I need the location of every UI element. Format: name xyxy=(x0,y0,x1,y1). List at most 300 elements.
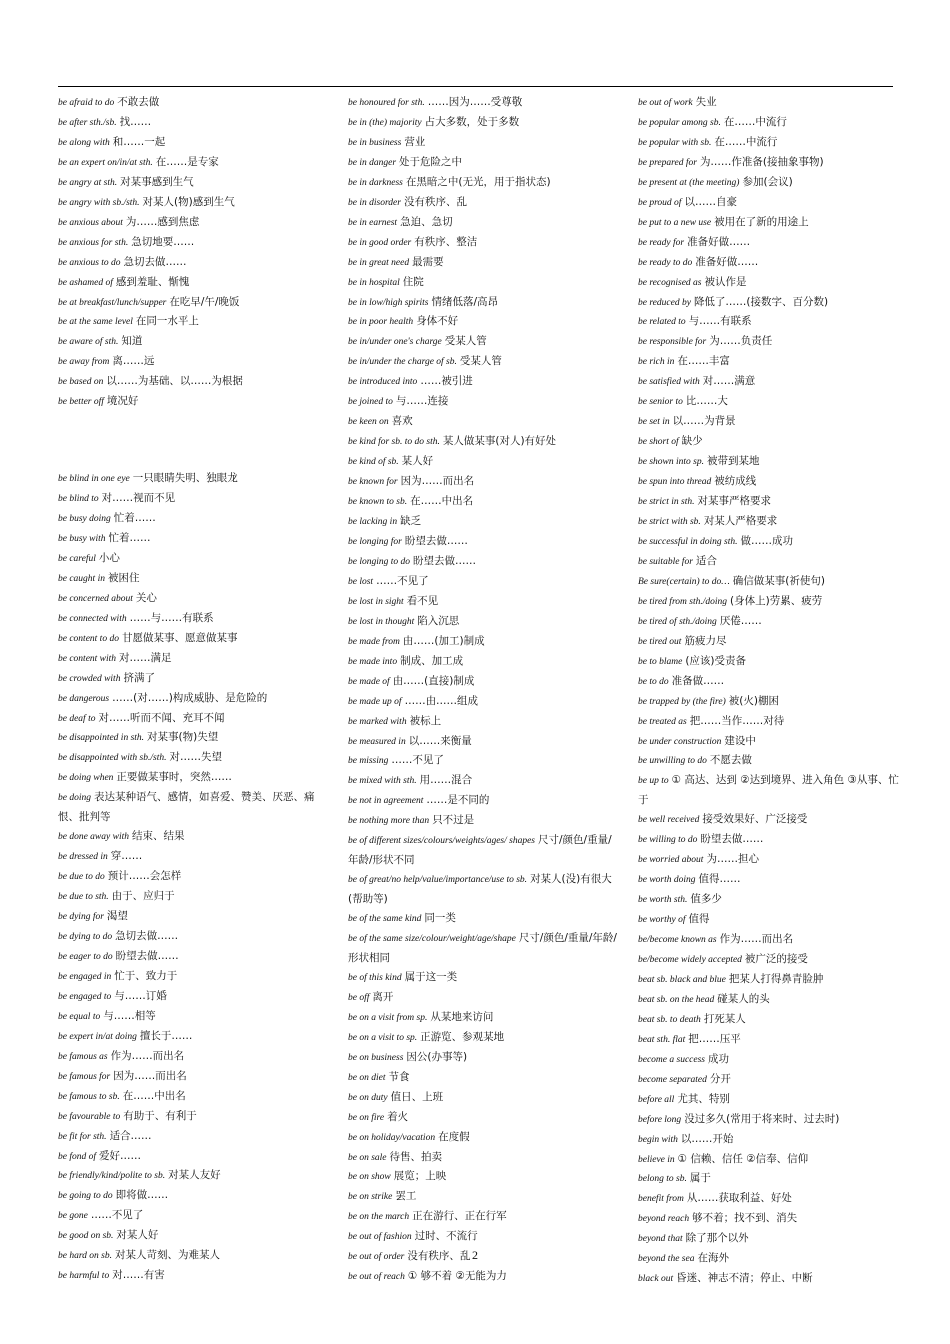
vocab-entry xyxy=(348,273,622,293)
vocab-entry xyxy=(58,273,332,293)
entry-definition: 占大多数，处于多数 xyxy=(424,115,520,128)
entry-term: be on holiday/vacation xyxy=(348,1132,436,1143)
entry-definition: 缺乏 xyxy=(400,515,422,528)
entry-term: Be sure(certain) to do… xyxy=(638,576,730,587)
entry-term: be going to do xyxy=(58,1191,113,1202)
entry-term: be dangerous xyxy=(58,693,110,704)
vocab-entry xyxy=(638,173,900,193)
entry-term: be content to do xyxy=(58,633,119,644)
entry-term: be good on sb. xyxy=(58,1231,114,1242)
entry-definition: 有助于、有利于 xyxy=(123,1109,197,1122)
vocab-entry xyxy=(58,1007,332,1027)
entry-definition: 知道 xyxy=(121,335,143,348)
vocab-entry xyxy=(58,927,332,947)
entry-definition: 降低了……(接数字、百分数) xyxy=(693,295,829,308)
entry-term: be on duty xyxy=(348,1092,388,1103)
vocab-entry xyxy=(348,293,622,313)
entry-term: beat sth. flat xyxy=(638,1034,686,1045)
vocab-entry xyxy=(638,253,900,273)
vocab-entry xyxy=(638,950,900,970)
entry-term: be rich in xyxy=(638,357,675,368)
entry-term: be lost xyxy=(348,576,374,587)
entry-term: be on show xyxy=(348,1172,391,1183)
entry-definition: 盼望去做…… xyxy=(700,833,764,846)
vocab-entry xyxy=(348,1088,622,1108)
entry-definition: 受某人管 xyxy=(444,335,487,348)
entry-term: become separated xyxy=(638,1074,707,1085)
entry-definition: ……不见了 xyxy=(90,1209,144,1222)
entry-term: be in great need xyxy=(348,257,410,268)
entry-term: be short of xyxy=(638,437,679,448)
entry-term: be suitable for xyxy=(638,556,693,567)
entry-definition: 喜欢 xyxy=(391,415,413,428)
vocab-entry xyxy=(348,412,622,432)
entry-definition: 被用在了新的用途上 xyxy=(714,215,809,228)
vocab-entry xyxy=(348,213,622,233)
entry-definition: 境况好 xyxy=(106,395,139,408)
entry-term: be worth sth. xyxy=(638,895,688,906)
vocab-entry xyxy=(58,372,332,392)
vocab-entry xyxy=(638,293,900,313)
vocab-entry xyxy=(348,732,622,752)
vocab-entry xyxy=(348,532,622,552)
entry-term: be on a visit from sp. xyxy=(348,1012,428,1023)
entry-term: be tired of sth./doing xyxy=(638,616,717,627)
vocab-entry xyxy=(348,392,622,412)
entry-term: be measured in xyxy=(348,736,406,747)
vocab-entry xyxy=(58,193,332,213)
entry-term: be off xyxy=(348,992,370,1003)
entry-term: be favourable to xyxy=(58,1111,121,1122)
entry-definition: 昏迷、神志不清；停止、中断 xyxy=(676,1272,813,1285)
entry-definition: 从某地来访问 xyxy=(430,1010,494,1023)
entry-definition: 对某人(物)感到生气 xyxy=(142,195,235,208)
entry-term: be on diet xyxy=(348,1072,386,1083)
entry-definition: 由……(直接)制成 xyxy=(392,674,475,687)
entry-definition: 与……连接 xyxy=(395,395,449,408)
vocab-entry xyxy=(638,1189,900,1209)
vocab-entry xyxy=(348,592,622,612)
entry-term: be famous as xyxy=(58,1051,108,1062)
entry-term: become a success xyxy=(638,1054,706,1065)
entry-term: be successful in doing sth. xyxy=(638,536,738,547)
vocab-entry xyxy=(638,572,900,592)
vocab-entry xyxy=(638,452,900,472)
vocab-entry xyxy=(348,771,622,791)
entry-term: be set in xyxy=(638,417,670,428)
entry-term: beat sb. to death xyxy=(638,1014,701,1025)
vocab-entry xyxy=(638,352,900,372)
entry-definition: 在同一水平上 xyxy=(135,315,199,328)
entry-term: be in/under one's charge xyxy=(348,337,442,348)
spacer xyxy=(58,412,332,469)
vocab-entry xyxy=(348,1108,622,1128)
entry-term: be willing to do xyxy=(638,835,698,846)
entry-definition: 值日、上班 xyxy=(390,1090,444,1103)
entry-term: be on business xyxy=(348,1052,404,1063)
vocab-entry xyxy=(58,709,332,729)
entry-definition: 被纺成线 xyxy=(714,475,757,488)
vocab-entry xyxy=(638,910,900,930)
vocab-entry xyxy=(348,173,622,193)
entry-definition: 在吃早/午/晚饭 xyxy=(169,295,240,308)
entry-term: be longing for xyxy=(348,536,402,547)
entry-term: benefit from xyxy=(638,1194,684,1205)
vocab-entry xyxy=(638,990,900,1010)
vocab-entry xyxy=(348,791,622,811)
entry-term: be of the same size/colour/weight/age/shape xyxy=(348,934,516,945)
entry-term: be/become widely accepted xyxy=(638,954,742,965)
vocab-entry xyxy=(348,831,622,870)
entry-definition: 不敢去做 xyxy=(117,96,160,108)
entry-term: be proud of xyxy=(638,197,682,208)
entry-term: be strict in sth. xyxy=(638,497,695,508)
vocab-entry xyxy=(348,672,622,692)
vocab-entry xyxy=(58,1206,332,1226)
entry-definition: 情绪低落/高昂 xyxy=(431,295,499,308)
entry-term: be blind in one eye xyxy=(58,474,130,485)
vocab-entry xyxy=(58,233,332,253)
entry-definition: 为……感到焦虑 xyxy=(125,215,200,228)
vocab-entry xyxy=(58,867,332,887)
entry-definition: 在度假 xyxy=(438,1130,470,1143)
entry-term: be in disorder xyxy=(348,197,401,208)
entry-term: be treated as xyxy=(638,716,687,727)
vocab-entry xyxy=(348,1167,622,1187)
vocab-entry xyxy=(348,1187,622,1207)
vocab-entry xyxy=(58,509,332,529)
entry-term: be disappointed with sb./sth. xyxy=(58,753,167,764)
entry-definition: 盼望去做…… xyxy=(413,554,477,567)
entry-term: be popular with sb. xyxy=(638,137,712,148)
vocab-entry xyxy=(638,692,900,712)
entry-term: be due to do xyxy=(58,872,105,883)
entry-definition: 身体不好 xyxy=(416,315,459,328)
entry-definition: (应该)受责备 xyxy=(685,654,747,667)
vocab-entry xyxy=(58,827,332,847)
entry-definition: 感到羞耻、惭愧 xyxy=(115,275,190,288)
entry-definition: 表达某种语气、感情，如喜爱、赞美、厌恶、痛恨、批判等 xyxy=(58,791,315,824)
entry-term: be satisfied with xyxy=(638,377,700,388)
entry-term: be at breakfast/lunch/supper xyxy=(58,297,167,308)
vocab-entry xyxy=(348,193,622,213)
entry-definition: 正要做某事时，突然…… xyxy=(116,771,232,784)
vocab-entry xyxy=(638,532,900,552)
entry-term: be spun into thread xyxy=(638,477,712,488)
vocab-entry xyxy=(58,213,332,233)
entry-term: be up to xyxy=(638,776,669,787)
entry-term: be in good order xyxy=(348,237,412,248)
entry-term: be strict with sb. xyxy=(638,517,701,528)
vocab-entry xyxy=(348,512,622,532)
entry-definition: 最需要 xyxy=(412,255,444,268)
entry-term: be related to xyxy=(638,317,686,328)
vocab-entry xyxy=(638,830,900,850)
entry-definition: 盼望去做…… xyxy=(404,534,468,547)
vocab-entry xyxy=(58,728,332,748)
entry-term: be after sth./sb. xyxy=(58,117,117,128)
entry-term: be in poor health xyxy=(348,317,414,328)
entry-definition: 一只眼睛失明、独眼龙 xyxy=(132,472,238,485)
vocab-entry xyxy=(58,907,332,927)
entry-definition: 对……满意 xyxy=(702,375,756,388)
vocab-entry xyxy=(348,432,622,452)
vocab-entry xyxy=(58,788,332,827)
vocab-entry xyxy=(348,253,622,273)
vocab-entry xyxy=(58,1067,332,1087)
entry-term: believe in xyxy=(638,1154,675,1165)
vocab-entry xyxy=(58,253,332,273)
entry-definition: 缺少 xyxy=(681,435,703,448)
entry-definition: 对某人(没)有很大(帮助等) xyxy=(348,873,612,906)
entry-definition: 在……丰富 xyxy=(677,355,730,368)
entry-definition: 在……中流行 xyxy=(714,135,778,148)
entry-term: be in (the) majority xyxy=(348,117,422,128)
entry-definition: 因公(办事等) xyxy=(406,1050,468,1063)
entry-definition: 某人做某事(对人)有好处 xyxy=(442,435,557,448)
entry-definition: 对某事感到生气 xyxy=(120,175,194,188)
vocab-entry xyxy=(348,870,622,909)
vocab-entry xyxy=(638,612,900,632)
vocab-entry xyxy=(58,768,332,788)
entry-definition: 为……负责任 xyxy=(709,335,773,348)
entry-definition: 急切去做…… xyxy=(115,930,179,943)
entry-definition: 忙于、致力于 xyxy=(114,969,178,982)
entry-definition: 以……开始 xyxy=(680,1132,734,1145)
vocab-entry xyxy=(638,153,900,173)
entry-definition: 参加(会议) xyxy=(742,175,793,188)
vocab-entry xyxy=(638,592,900,612)
entry-definition: 作为……而出名 xyxy=(110,1049,185,1062)
entry-definition: 属于 xyxy=(689,1172,711,1185)
entry-term: be along with xyxy=(58,137,110,148)
entry-definition: 尺寸/颜色/重量/年龄/形状不同 xyxy=(348,834,612,867)
vocab-entry xyxy=(58,887,332,907)
entry-definition: 对某事(物)失望 xyxy=(147,731,219,744)
vocab-entry xyxy=(638,213,900,233)
entry-definition: 在……中流行 xyxy=(723,115,787,128)
entry-definition: 准备好做…… xyxy=(687,235,751,248)
vocab-entry xyxy=(638,472,900,492)
entry-definition: 渴望 xyxy=(106,910,128,923)
vocab-entry xyxy=(638,850,900,870)
entry-term: be worth doing xyxy=(638,875,696,886)
entry-term: be hard on sb. xyxy=(58,1251,113,1262)
entry-term: be connected with xyxy=(58,613,127,624)
entry-term: be kind of sb. xyxy=(348,457,399,468)
vocab-entry xyxy=(58,947,332,967)
entry-term: be mixed with sth. xyxy=(348,776,417,787)
vocab-entry xyxy=(58,1107,332,1127)
vocab-entry xyxy=(348,452,622,472)
entry-definition: 厌倦…… xyxy=(719,614,762,627)
entry-term: be afraid to do xyxy=(58,98,115,108)
vocab-entry xyxy=(638,1090,900,1110)
entry-definition: 有秩序、整洁 xyxy=(414,235,478,248)
entry-term: be busy doing xyxy=(58,514,111,524)
entry-definition: 分开 xyxy=(709,1072,731,1085)
vocab-entry xyxy=(58,469,332,489)
entry-definition: 在黑暗之中(无光，用于指状态) xyxy=(405,175,551,188)
entry-definition: 做……成功 xyxy=(740,534,793,547)
vocab-entry xyxy=(638,890,900,910)
vocab-entry xyxy=(58,967,332,987)
entry-definition: 在……中出名 xyxy=(410,495,474,508)
entry-definition: 以……为背景 xyxy=(672,415,736,428)
entry-definition: 因为……而出名 xyxy=(400,475,475,488)
entry-definition: 以……自豪 xyxy=(684,195,737,208)
entry-term: be dying for xyxy=(58,912,104,923)
entry-definition: 着火 xyxy=(387,1110,409,1123)
entry-term: be harmful to xyxy=(58,1271,110,1282)
entry-term: beyond reach xyxy=(638,1214,690,1225)
entry-term: be in hospital xyxy=(348,277,400,288)
entry-definition: 在……是专家 xyxy=(155,155,219,168)
vocab-entry xyxy=(348,1028,622,1048)
entry-definition: ① 高达、达到 ②达到境界、进入角色 ③从事、忙于 xyxy=(638,774,899,807)
entry-definition: 住院 xyxy=(402,275,424,288)
entry-term: be angry with sb./sth. xyxy=(58,197,140,208)
vocab-entry xyxy=(638,133,900,153)
entry-definition: 与……有联系 xyxy=(688,315,752,328)
entry-term: be present at (the meeting) xyxy=(638,177,740,188)
entry-definition: 失业 xyxy=(695,96,717,108)
vocab-entry xyxy=(58,1266,332,1286)
entry-term: be lost in thought xyxy=(348,616,415,627)
entry-definition: 待售、拍卖 xyxy=(389,1150,443,1163)
vocab-entry xyxy=(348,332,622,352)
entry-term: be on a visit to sp. xyxy=(348,1032,418,1043)
entry-term: be/become known as xyxy=(638,935,717,946)
vocab-entry xyxy=(58,689,332,709)
entry-definition: 被困住 xyxy=(107,571,140,584)
entry-term: be responsible for xyxy=(638,337,707,348)
vocab-entry xyxy=(58,529,332,549)
entry-definition: 盼望去做…… xyxy=(115,949,179,962)
entry-term: be at the same level xyxy=(58,317,133,328)
entry-term: be dressed in xyxy=(58,852,108,863)
vocab-entry xyxy=(638,870,900,890)
vocab-entry xyxy=(348,968,622,988)
entry-definition: 预计……会怎样 xyxy=(107,870,182,883)
vocab-entry xyxy=(348,1148,622,1168)
entry-term: be anxious about xyxy=(58,217,123,228)
entry-definition: 结束、结果 xyxy=(131,830,185,843)
vocab-entry xyxy=(58,1166,332,1186)
vocab-entry xyxy=(58,669,332,689)
entry-definition: 和……一起 xyxy=(112,135,166,148)
entry-definition: 尤其、特别 xyxy=(677,1092,730,1105)
vocab-entry xyxy=(58,569,332,589)
vocab-entry xyxy=(348,472,622,492)
entry-term: be famous for xyxy=(58,1071,111,1082)
entry-definition: 比……大 xyxy=(685,395,728,408)
vocab-entry xyxy=(58,549,332,569)
entry-definition: 甘愿做某事、愿意做某事 xyxy=(121,631,238,644)
vocab-entry xyxy=(638,970,900,990)
vocab-entry xyxy=(348,93,622,113)
entry-definition: 值得…… xyxy=(698,873,741,886)
entry-definition: 由于、应归于 xyxy=(111,890,175,903)
entry-definition: 因为……而出名 xyxy=(113,1069,187,1082)
entry-definition: 正游览、参观某地 xyxy=(420,1030,505,1043)
vocab-entry xyxy=(638,712,900,732)
entry-term: before long xyxy=(638,1114,682,1125)
entry-term: be famous to sb. xyxy=(58,1091,120,1102)
entry-term: be ashamed of xyxy=(58,277,113,288)
entry-term: be in darkness xyxy=(348,177,403,188)
entry-term: be keen on xyxy=(348,417,389,428)
entry-definition: 小心 xyxy=(98,551,120,564)
entry-definition: 适合 xyxy=(695,554,717,567)
entry-definition: 碰某人的头 xyxy=(717,992,770,1005)
entry-term: before all xyxy=(638,1094,675,1105)
entry-definition: 即将做…… xyxy=(115,1189,169,1202)
entry-term: be missing xyxy=(348,756,389,767)
entry-definition: 不愿去做 xyxy=(709,754,752,767)
entry-definition: 在海外 xyxy=(697,1252,729,1265)
vocab-entry xyxy=(58,1047,332,1067)
vocab-entry xyxy=(638,1130,900,1150)
vocab-entry xyxy=(348,751,622,771)
vocab-entry xyxy=(58,609,332,629)
vocab-entry xyxy=(348,233,622,253)
vocab-entry xyxy=(638,552,900,572)
entry-term: be well received xyxy=(638,815,700,826)
vocab-entry xyxy=(638,732,900,752)
vocab-entry xyxy=(58,153,332,173)
entry-term: be expert in/at doing xyxy=(58,1031,137,1042)
entry-definition: ……被引进 xyxy=(420,375,473,388)
entry-definition: 在……中出名 xyxy=(122,1089,186,1102)
entry-term: be unwilling to do xyxy=(638,756,707,767)
entry-definition: 被认作是 xyxy=(704,275,747,288)
entry-definition: 接受效果好、广泛接受 xyxy=(702,813,808,826)
entry-definition: 建设中 xyxy=(724,734,756,747)
vocab-entry xyxy=(638,1030,900,1050)
entry-term: be out of order xyxy=(348,1252,405,1263)
vocab-entry xyxy=(638,1169,900,1189)
vocab-entry xyxy=(58,1186,332,1206)
vocab-entry xyxy=(58,332,332,352)
entry-definition: 适合…… xyxy=(109,1129,152,1142)
entry-term: be honoured for sth. xyxy=(348,98,425,108)
vocab-entry xyxy=(58,987,332,1007)
vocab-entry xyxy=(348,909,622,929)
entry-term: be eager to do xyxy=(58,951,113,962)
entry-definition: 离开 xyxy=(372,990,394,1003)
entry-term: beyond the sea xyxy=(638,1254,695,1265)
vocab-entry xyxy=(638,1269,900,1289)
entry-definition: 尺寸/颜色/重量/年龄/形状相同 xyxy=(348,932,617,964)
vocab-entry xyxy=(58,847,332,867)
vocab-entry xyxy=(348,1068,622,1088)
vocab-entry xyxy=(348,133,622,153)
entry-term: be ready for xyxy=(638,237,685,248)
entry-term: be to do xyxy=(638,676,669,687)
vocab-entry xyxy=(348,712,622,732)
entry-definition: 对……听而不闻、充耳不闻 xyxy=(98,711,225,724)
entry-term: be kind for sb. to do sth. xyxy=(348,437,440,448)
entry-term: be content with xyxy=(58,653,117,664)
vocab-entry xyxy=(58,1027,332,1047)
entry-term: be trapped by (the fire) xyxy=(638,696,726,707)
vocab-entry xyxy=(58,1127,332,1147)
column-3 xyxy=(638,93,900,1289)
entry-term: be under construction xyxy=(638,736,722,747)
entry-definition: 值多少 xyxy=(690,893,722,906)
vocab-entry xyxy=(58,312,332,332)
